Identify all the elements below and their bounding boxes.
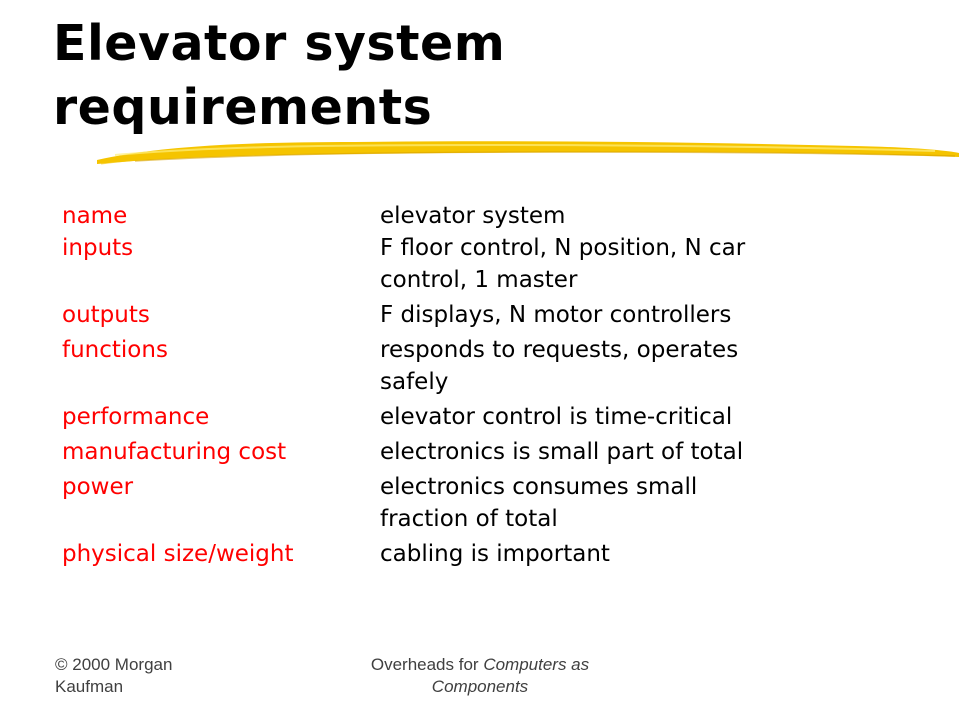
requirement-value: responds to requests, operates safely <box>380 337 739 395</box>
requirements-row <box>62 468 770 535</box>
requirement-label: functions <box>62 337 168 363</box>
requirements-row <box>62 535 770 570</box>
requirement-value: cabling is important <box>380 541 610 567</box>
requirements-row <box>62 232 770 296</box>
requirements-row <box>62 331 770 398</box>
requirement-label: name <box>62 203 128 229</box>
requirement-label: power <box>62 474 134 500</box>
footer-copyright-line-1: © 2000 Morgan <box>55 655 173 674</box>
requirement-label: physical size/weight <box>62 541 294 567</box>
requirements-row <box>62 398 770 433</box>
requirement-value: F displays, N motor controllers <box>380 302 732 328</box>
requirement-label: manufacturing cost <box>62 439 287 465</box>
requirement-value: elevator control is time-critical <box>380 404 733 430</box>
title-underline-brushstroke <box>95 134 960 174</box>
requirements-row <box>62 200 770 232</box>
requirements-table <box>62 200 770 570</box>
slide-title-line-1: Elevator system <box>53 15 506 72</box>
requirements-row <box>62 433 770 468</box>
slide-title <box>53 12 505 140</box>
requirement-value: electronics consumes small fraction of total <box>380 474 698 532</box>
footer-copyright <box>55 654 255 698</box>
footer-book-title-part-2: Components <box>431 677 529 696</box>
footer-source <box>330 654 630 698</box>
footer-overheads-prefix: Overheads for <box>370 655 484 674</box>
requirement-value: electronics is small part of total <box>380 439 744 465</box>
requirement-label: performance <box>62 404 210 430</box>
requirement-value: F floor control, N position, N car control, 1 master <box>380 235 746 293</box>
requirement-value: elevator system <box>380 203 566 229</box>
requirement-label: inputs <box>62 235 134 261</box>
requirement-label: outputs <box>62 302 150 328</box>
slide-title-line-2: requirements <box>53 79 433 136</box>
requirements-row <box>62 296 770 331</box>
footer-book-title-part-1: Computers as <box>483 655 590 674</box>
footer-copyright-line-2: Kaufman <box>55 677 124 696</box>
